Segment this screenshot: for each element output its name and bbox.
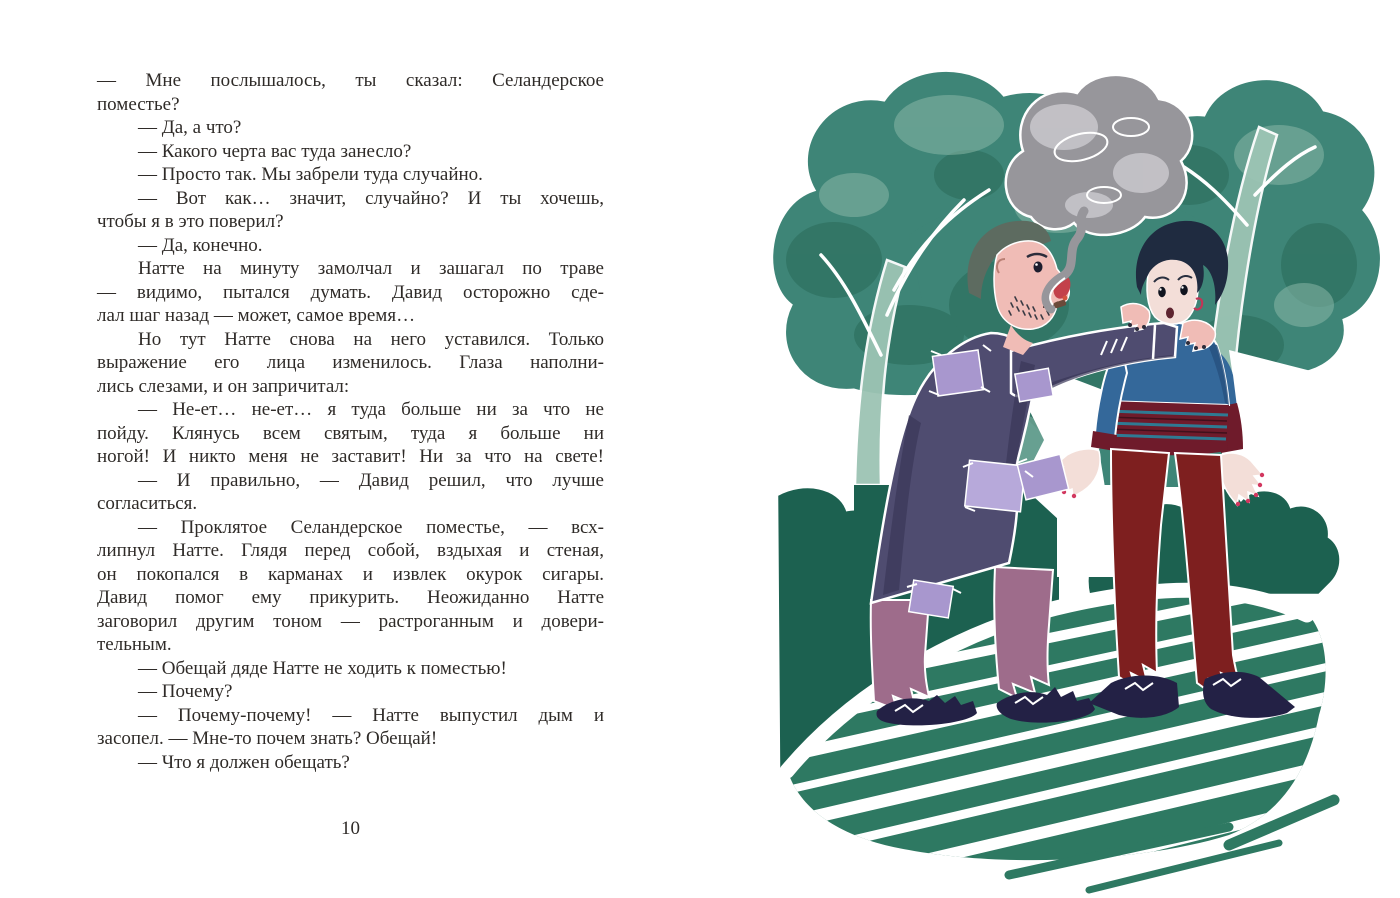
- text-line: — Обещай дяде Натте не ходить к поместью!: [138, 657, 507, 679]
- text-line: Но тут Натте снова на него уставился. Только: [138, 328, 604, 350]
- text-line: — Что я должен обещать?: [138, 751, 350, 773]
- text-line: липнул Натте. Глядя перед собой, вздыхая и стеная,: [97, 540, 604, 561]
- text-line: ногой! И никто меня не заставит! Ни за что на свете!: [97, 446, 604, 467]
- text-line: Давид помог ему прикурить. Неожиданно Натте: [97, 587, 604, 608]
- text-line: — видимо, пытался думать. Давид осторожно сде-: [97, 281, 604, 303]
- text-line: засопел. — Мне-то почем знать? Обещай!: [97, 728, 438, 749]
- text-line: лись слезами, и он запричитал:: [97, 375, 350, 397]
- text-line: — Почему?: [138, 681, 233, 702]
- text-line: — Да, а что?: [138, 117, 242, 138]
- text-line: — Не-ет… не-ет… я туда больше ни за что не: [138, 399, 604, 420]
- text-line: поместье?: [97, 93, 180, 115]
- text-line: — Почему-почему! — Натте выпустил дым и: [138, 704, 604, 726]
- text-line: — И правильно, — Давид решил, что лучше: [138, 469, 604, 491]
- text-line: выражение его лица изменилось. Глаза наполни-: [97, 352, 604, 373]
- text-column: [97, 69, 604, 774]
- illustration-svg: [758, 55, 1400, 898]
- boy-striped-band: [1105, 401, 1229, 455]
- text-line: — Да, конечно.: [138, 234, 263, 256]
- page-number: 10: [341, 818, 360, 839]
- text-line: — Какого черта вас туда занесло?: [138, 140, 412, 162]
- text-line: — Проклятое Селандерское поместье, — всх-: [138, 516, 604, 538]
- text-line: тельным.: [97, 634, 172, 655]
- text-line: Натте на минуту замолчал и зашагал по траве: [138, 258, 604, 279]
- text-line: согласиться.: [97, 493, 198, 514]
- text-line: пойду. Клянусь всем святым, туда я больше ни: [97, 422, 604, 444]
- text-line: чтобы я в это поверил?: [97, 211, 284, 232]
- text-line: — Просто так. Мы забрели туда случайно.: [138, 164, 483, 185]
- text-line: — Вот как… значит, случайно? И ты хочешь,: [138, 187, 604, 209]
- illustration: [758, 55, 1400, 898]
- text-line: он покопался в карманах и извлек окурок сигары.: [97, 563, 604, 585]
- text-line: — Мне послышалось, ты сказал: Селандерское: [97, 70, 604, 91]
- text-line: заговорил другим тоном — растроганным и довери-: [97, 610, 604, 632]
- text-line: лал шаг назад — может, самое время…: [97, 305, 416, 326]
